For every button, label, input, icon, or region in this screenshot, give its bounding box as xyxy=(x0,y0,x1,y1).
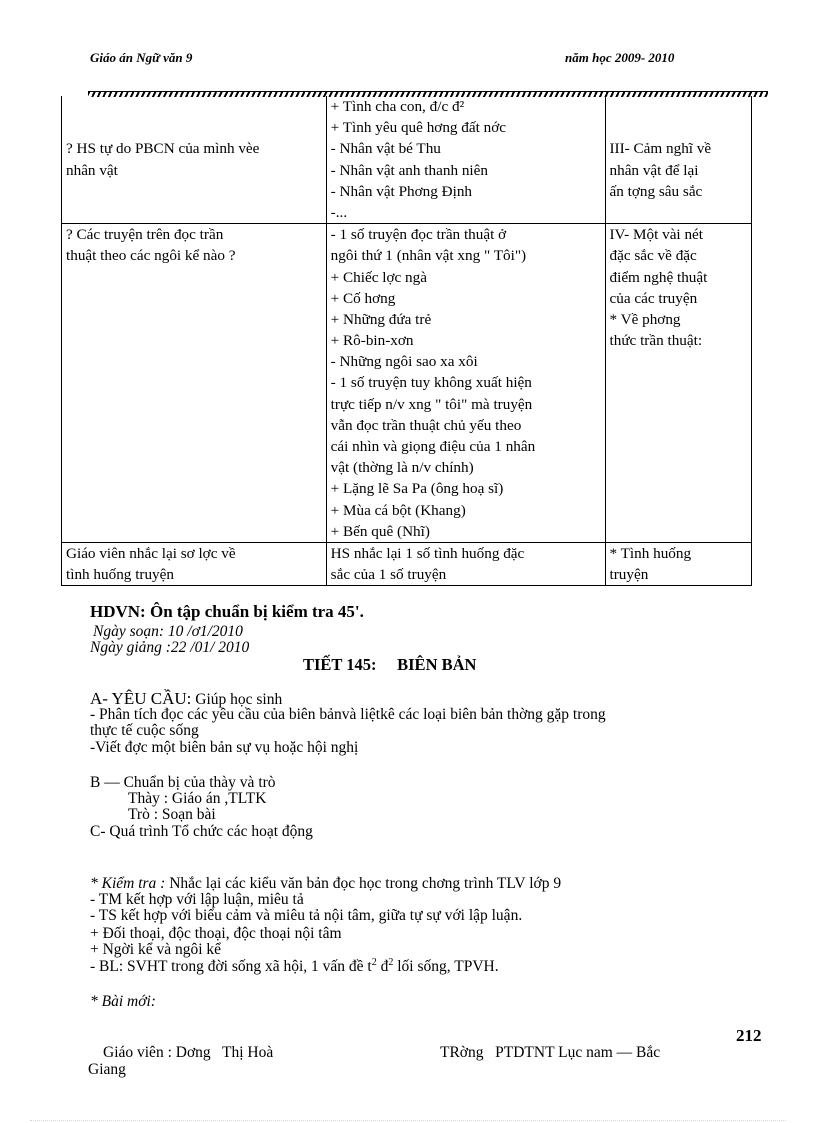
teacher-activity-cell xyxy=(62,96,327,224)
kiem-tra-line: + Ngời kể và ngôi kể xyxy=(90,941,222,958)
kl-sup2: 2 xyxy=(388,956,394,968)
header-left: Giáo án Ngữ văn 9 xyxy=(90,50,193,65)
student-activity-cell xyxy=(326,224,605,543)
cell-line: * Tình huống xyxy=(609,544,692,562)
cell-line: Giáo viên nhắc lại sơ lợc về xyxy=(66,544,236,562)
section-a-line: - Phân tích đọc các yêu cầu của biên bảnvà liệtkê các loại biên bản thờng gặp trong xyxy=(90,706,606,723)
cell-line: + Bến quê (Nhĩ) xyxy=(330,522,430,540)
ngay-giang: Ngày giảng :22 /01/ 2010 xyxy=(90,639,250,656)
section-b-heading: B — Chuẩn bị của thày và trò xyxy=(90,774,276,791)
cell-line: nhân vật để lại xyxy=(609,161,699,179)
kiem-tra-line-last xyxy=(90,956,499,976)
cell-line: ấn tợng sâu sắc xyxy=(609,182,703,200)
cell-line: IV- Một vài nét xyxy=(609,226,704,244)
kl-sup1: 2 xyxy=(371,956,377,968)
content-cell xyxy=(605,542,752,585)
kl-c: lối sống, TPVH. xyxy=(393,958,499,975)
kiem-tra-line: + Đối thoại, độc thoại, độc thoại nội tâm xyxy=(90,925,342,942)
cell-line: điểm nghệ thuật xyxy=(609,268,708,286)
footer-school: TRờng PTDTNT Lục nam — Bắc xyxy=(440,1044,661,1061)
hdvn-line: HDVN: Ôn tập chuẩn bị kiểm tra 45'. xyxy=(90,602,364,621)
kl-a: - BL: SVHT trong đời sống xã hội, 1 vấn đề t xyxy=(90,958,372,975)
student-activity-cell xyxy=(326,542,605,585)
cell-line: + Lặng lẽ Sa Pa (ông hoạ sĩ) xyxy=(330,480,504,498)
cell-line: + Mùa cá bột (Khang) xyxy=(330,501,466,519)
cell-line: + Những đứa trẻ xyxy=(330,310,432,328)
cell-line: của các truyện xyxy=(609,289,698,307)
cell-line xyxy=(610,117,748,138)
cell-line xyxy=(66,96,322,117)
bai-moi: * Bài mới: xyxy=(90,993,156,1010)
cell-line: thuật theo các ngôi kể nào ? xyxy=(66,247,236,265)
cell-line: - Nhân vật Phơng Định xyxy=(330,182,473,200)
cell-line: + Cố hơng xyxy=(330,289,396,307)
cell-line: trực tiếp n/v xng " tôi" mà truyện xyxy=(330,395,533,413)
student-activity-cell xyxy=(326,96,605,224)
section-a-line: -Viết đợc một biên bản sự vụ hoặc hội nghị xyxy=(90,739,359,756)
lesson-title: TIẾT 145: BIÊN BẢN xyxy=(303,655,477,674)
section-c-heading: C- Quá trình Tổ chức các hoạt động xyxy=(90,823,313,840)
table-row xyxy=(62,224,752,543)
cell-line: thức trần thuật: xyxy=(609,332,703,350)
cell-line: + Tình cha con, đ/c đ² xyxy=(330,98,465,115)
teacher-activity-cell xyxy=(62,542,327,585)
footer-school-cont: Giang xyxy=(88,1061,126,1078)
cell-line: - Nhân vật anh thanh niên xyxy=(330,161,488,179)
kiem-tra-line: - TM kết hợp với lập luận, miêu tả xyxy=(90,891,304,908)
cell-line: * Về phơng xyxy=(609,310,681,328)
cell-line: đặc sắc về đặc xyxy=(609,247,697,265)
cell-line: + Tình yêu quê hơng đất nớc xyxy=(330,119,507,137)
cell-line: - 1 số truyện tuy không xuất hiện xyxy=(330,374,532,392)
cell-line: sắc của 1 số truyện xyxy=(330,566,447,584)
cell-line: ? HS tự do PBCN của mình vèe xyxy=(66,140,260,158)
page-number: 212 xyxy=(736,1026,762,1045)
cell-line xyxy=(610,96,748,117)
lesson-table xyxy=(61,96,752,586)
section-b-line: Thày : Giáo án ,TLTK xyxy=(128,790,267,807)
cell-line: vẫn đọc trần thuật chủ yếu theo xyxy=(330,416,522,434)
footer-teacher: Giáo viên : Dơng Thị Hoà xyxy=(103,1044,274,1061)
cell-line: tình huống truyện xyxy=(66,566,174,584)
bottom-dotted-rule xyxy=(30,1120,786,1121)
cell-line: cái nhìn và giọng điệu của 1 nhân xyxy=(330,438,536,455)
section-a-heading-rest: Giúp học sinh xyxy=(191,691,283,708)
table-row xyxy=(62,542,752,585)
content-cell xyxy=(605,96,752,224)
cell-line: - Nhân vật bé Thu xyxy=(330,140,441,158)
section-b-line: Trò : Soạn bài xyxy=(128,806,216,823)
ngay-soan: Ngày soạn: 10 /ơ1/2010 xyxy=(93,623,243,640)
table-row xyxy=(62,96,752,224)
kiem-tra-text: Nhắc lại các kiểu văn bản đọc học trong chơng trình TLV lớp 9 xyxy=(165,875,562,892)
cell-line: truyện xyxy=(609,566,649,584)
cell-line: ngôi thứ 1 (nhân vật xng " Tôi") xyxy=(330,247,527,265)
kiem-tra-label: * Kiểm tra : xyxy=(90,875,166,892)
content-cell xyxy=(605,224,752,543)
section-a-label: A- YÊU CẦU: xyxy=(90,689,192,708)
teacher-activity-cell xyxy=(62,224,327,543)
cell-line: + Rô-bin-xơn xyxy=(330,332,414,350)
cell-line: HS nhắc lại 1 số tình huống đặc xyxy=(330,544,525,562)
cell-line: - Những ngôi sao xa xôi xyxy=(330,353,478,371)
kl-b: đ xyxy=(376,958,389,975)
header-right: năm học 2009- 2010 xyxy=(565,50,675,65)
cell-line: nhân vật xyxy=(66,161,118,179)
cell-line xyxy=(66,117,322,138)
cell-line: vật (thờng là n/v chính) xyxy=(330,459,474,477)
cell-line: ? Các truyện trên đọc trần xyxy=(66,226,224,244)
cell-line: - 1 số truyện đọc trần thuật ở xyxy=(330,226,507,244)
cell-line: + Chiếc lợc ngà xyxy=(330,268,427,286)
kiem-tra-line: - TS kết hợp với biểu cảm và miêu tả nội tâm, giữa tự sự với lập luận. xyxy=(90,907,523,924)
cell-line: III- Cảm nghĩ về xyxy=(609,140,712,158)
section-a-line: thực tế cuộc sống xyxy=(90,722,199,739)
cell-line: -... xyxy=(330,203,348,221)
